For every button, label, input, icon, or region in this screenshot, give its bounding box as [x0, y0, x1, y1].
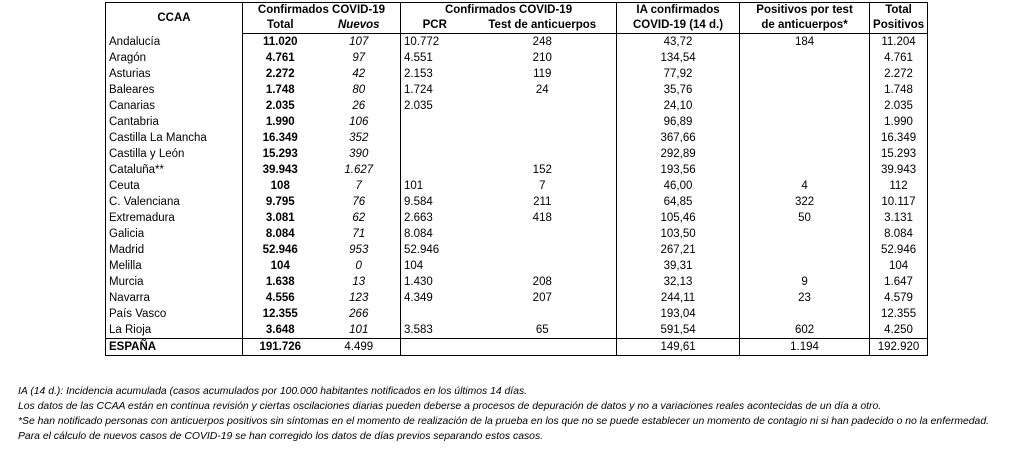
cell-total-pos: 11.204	[870, 34, 928, 51]
cell-positivos	[740, 82, 870, 98]
cell-pcr	[401, 162, 469, 178]
cell-nuevos: 7	[318, 178, 401, 194]
footnote-revision: Los datos de las CCAA están en continua revisión y ciertas oscilaciones diarias pueden deberse a procesos de depuración de datos y no a variaciones reales acontecidas de un día a otro.	[18, 401, 882, 412]
cell-ia: 292,89	[617, 146, 740, 162]
cell-pcr	[401, 306, 469, 322]
cell-positivos: 50	[740, 210, 870, 226]
cell-nuevos: 352	[318, 130, 401, 146]
cell-ccaa: Cataluña**	[106, 162, 243, 178]
cell-total: 2.272	[265, 68, 295, 80]
cell-positivos	[740, 50, 870, 66]
cell-nuevos: 107	[318, 34, 401, 51]
cell-ccaa: ESPAÑA	[106, 339, 243, 356]
header-nuevos: Nuevos	[318, 18, 401, 34]
cell-nuevos: 4.499	[318, 339, 401, 356]
cell-total-pos: 8.084	[870, 226, 928, 242]
table-row	[106, 274, 928, 290]
cell-ccaa: Aragón	[106, 50, 243, 66]
cell-total: 1.990	[265, 116, 295, 128]
header-confirmados-group-2: Confirmados COVID-19	[401, 3, 617, 19]
cell-positivos	[740, 226, 870, 242]
table-row	[106, 34, 928, 51]
cell-test: 119	[469, 66, 617, 82]
cell-test: 211	[469, 194, 617, 210]
cell-total-pos: 10.117	[870, 194, 928, 210]
cell-ccaa: C. Valenciana	[106, 194, 243, 210]
cell-nuevos: 62	[318, 210, 401, 226]
cell-ia: 103,50	[617, 226, 740, 242]
cell-test	[469, 306, 617, 322]
cell-ia: 149,61	[617, 339, 740, 356]
cell-ia: 24,10	[617, 98, 740, 114]
cell-positivos	[740, 258, 870, 274]
cell-test	[469, 242, 617, 258]
cell-ia: 591,54	[617, 322, 740, 339]
cell-pcr: 2.663	[404, 212, 433, 224]
cell-positivos	[740, 114, 870, 130]
cell-nuevos: 71	[318, 226, 401, 242]
total-row	[106, 339, 928, 356]
cell-total-pos: 12.355	[870, 306, 928, 322]
cell-pcr	[401, 130, 469, 146]
cell-total-pos: 2.035	[870, 98, 928, 114]
cell-positivos: 184	[740, 34, 870, 51]
table-row	[106, 306, 928, 322]
cell-test	[469, 258, 617, 274]
table-row	[106, 50, 928, 66]
cell-positivos	[740, 242, 870, 258]
cell-positivos: 602	[740, 322, 870, 339]
cell-pcr	[401, 146, 469, 162]
cell-positivos	[740, 146, 870, 162]
cell-total: 11.020	[262, 36, 298, 48]
cell-ccaa: Asturias	[106, 66, 243, 82]
cell-test: 208	[469, 274, 617, 290]
cell-nuevos: 1.627	[318, 162, 401, 178]
cell-positivos	[740, 98, 870, 114]
header-total-positivos-line1: Total	[870, 3, 928, 19]
cell-ia: 35,76	[617, 82, 740, 98]
cell-total-pos: 192.920	[870, 339, 928, 356]
cell-ccaa: Castilla La Mancha	[106, 130, 243, 146]
cell-total-pos: 2.272	[870, 66, 928, 82]
cell-total-pos: 4.579	[870, 290, 928, 306]
cell-ia: 43,72	[617, 34, 740, 51]
cell-total-pos: 112	[870, 178, 928, 194]
table-row	[106, 162, 928, 178]
header-ia-line1: IA confirmados	[617, 3, 740, 19]
cell-nuevos: 953	[318, 242, 401, 258]
cell-positivos	[740, 130, 870, 146]
cell-positivos: 322	[740, 194, 870, 210]
cell-pcr: 52.946	[404, 244, 440, 256]
table-row	[106, 82, 928, 98]
footnote-anticuerpos: *Se han notificado personas con anticuerpos positivos sin síntomas en el momento de realización de la prueba en los que no se puede establecer un momento de contagio ni si han padecido o no la enfermedad. Para el cálculo de nuevos casos de COVID-19 se han corregido los datos de días previos separando estos casos.	[18, 416, 989, 442]
header-pcr: PCR	[401, 18, 469, 34]
header-confirmados-group: Confirmados COVID-19	[243, 3, 401, 19]
cell-ia: 46,00	[617, 178, 740, 194]
cell-nuevos: 390	[318, 146, 401, 162]
header-ccaa: CCAA	[106, 3, 243, 34]
cell-total: 1.638	[265, 276, 295, 288]
cell-ia: 77,92	[617, 66, 740, 82]
cell-test	[469, 226, 617, 242]
cell-ccaa: Madrid	[106, 242, 243, 258]
cell-total: 12.355	[262, 308, 298, 320]
table-row	[106, 258, 928, 274]
table-row	[106, 242, 928, 258]
cell-pcr: 8.084	[404, 228, 433, 240]
cell-total: 9.795	[265, 196, 295, 208]
header-test-anticuerpos: Test de anticuerpos	[469, 18, 617, 34]
cell-nuevos: 106	[318, 114, 401, 130]
cell-pcr: 1.724	[404, 84, 433, 96]
cell-ia: 105,46	[617, 210, 740, 226]
cell-nuevos: 0	[318, 258, 401, 274]
cell-test	[469, 114, 617, 130]
cell-total-pos: 4.761	[870, 50, 928, 66]
cell-total: 104	[270, 260, 290, 272]
footnote-ia: IA (14 d.): Incidencia acumulada (casos acumulados por 100.000 habitantes notificados en los últimos 14 días.	[18, 386, 528, 397]
cell-total: 4.761	[265, 52, 295, 64]
cell-positivos: 9	[740, 274, 870, 290]
table-row	[106, 178, 928, 194]
header-total: Total	[243, 18, 318, 34]
cell-total: 3.081	[265, 212, 295, 224]
cell-total-pos: 52.946	[870, 242, 928, 258]
cell-total: 4.556	[265, 292, 295, 304]
header-positivos-line2: de anticuerpos*	[740, 18, 870, 34]
cell-total-pos: 3.131	[870, 210, 928, 226]
header-ia-line2: COVID-19 (14 d.)	[617, 18, 740, 34]
table-row	[106, 66, 928, 82]
table-row	[106, 210, 928, 226]
cell-total-pos: 39.943	[870, 162, 928, 178]
table-row	[106, 98, 928, 114]
cell-total-pos: 4.250	[870, 322, 928, 339]
cell-positivos: 1.194	[740, 339, 870, 356]
cell-test	[469, 339, 617, 356]
cell-total: 39.943	[262, 164, 298, 176]
cell-ccaa: Castilla y León	[106, 146, 243, 162]
cell-test: 210	[469, 50, 617, 66]
cell-total: 16.349	[262, 132, 298, 144]
cell-test	[469, 98, 617, 114]
cell-pcr: 4.349	[404, 292, 433, 304]
cell-ccaa: Murcia	[106, 274, 243, 290]
cell-pcr: 2.035	[404, 100, 433, 112]
cell-test: 248	[469, 34, 617, 51]
cell-ia: 32,13	[617, 274, 740, 290]
cell-test: 418	[469, 210, 617, 226]
cell-ccaa: Cantabria	[106, 114, 243, 130]
cell-total-pos: 16.349	[870, 130, 928, 146]
cell-total: 108	[270, 180, 290, 192]
cell-test: 152	[469, 162, 617, 178]
cell-total: 2.035	[265, 100, 295, 112]
cell-positivos: 23	[740, 290, 870, 306]
cell-positivos	[740, 66, 870, 82]
header-total-positivos-line2: Positivos	[870, 18, 928, 34]
cell-ccaa: Melilla	[106, 258, 243, 274]
cell-pcr	[401, 114, 469, 130]
cell-ia: 39,31	[617, 258, 740, 274]
cell-test	[469, 146, 617, 162]
cell-total-pos: 15.293	[870, 146, 928, 162]
cell-positivos	[740, 306, 870, 322]
cell-ccaa: Extremadura	[106, 210, 243, 226]
cell-nuevos: 76	[318, 194, 401, 210]
cell-total: 8.084	[265, 228, 295, 240]
cell-ccaa: Ceuta	[106, 178, 243, 194]
cell-ccaa: Canarias	[106, 98, 243, 114]
cell-pcr	[401, 339, 469, 356]
cell-pcr: 3.583	[404, 324, 433, 336]
cell-total: 191.726	[243, 339, 318, 356]
cell-test: 207	[469, 290, 617, 306]
cell-test	[469, 130, 617, 146]
table-row	[106, 194, 928, 210]
cell-pcr: 9.584	[404, 196, 433, 208]
cell-test: 24	[469, 82, 617, 98]
table-row	[106, 226, 928, 242]
cell-ia: 193,04	[617, 306, 740, 322]
header-row-1	[106, 3, 928, 19]
cell-nuevos: 26	[318, 98, 401, 114]
header-positivos-line1: Positivos por test	[740, 3, 870, 19]
table-row	[106, 114, 928, 130]
cell-ia: 96,89	[617, 114, 740, 130]
cell-ia: 64,85	[617, 194, 740, 210]
cell-ia: 267,21	[617, 242, 740, 258]
table-row	[106, 322, 928, 339]
table-body	[106, 34, 928, 356]
cell-ia: 367,66	[617, 130, 740, 146]
cell-nuevos: 13	[318, 274, 401, 290]
footnotes	[18, 384, 1008, 444]
cell-pcr: 4.551	[404, 52, 433, 64]
cell-ccaa: Andalucía	[106, 34, 243, 51]
cell-total: 3.648	[265, 324, 295, 336]
cell-nuevos: 80	[318, 82, 401, 98]
cell-pcr: 2.153	[404, 68, 433, 80]
cell-ia: 134,54	[617, 50, 740, 66]
cell-pcr: 10.772	[404, 36, 440, 48]
cell-ccaa: Galicia	[106, 226, 243, 242]
cell-nuevos: 101	[318, 322, 401, 339]
cell-pcr: 104	[404, 260, 424, 272]
table-row	[106, 146, 928, 162]
cell-pcr: 101	[404, 180, 424, 192]
cell-total-pos: 104	[870, 258, 928, 274]
cell-test: 65	[469, 322, 617, 339]
table-row	[106, 130, 928, 146]
cell-ccaa: Baleares	[106, 82, 243, 98]
cell-nuevos: 123	[318, 290, 401, 306]
table-row	[106, 290, 928, 306]
cell-ccaa: La Rioja	[106, 322, 243, 339]
cell-ia: 244,11	[617, 290, 740, 306]
cell-pcr: 1.430	[404, 276, 433, 288]
cell-total: 15.293	[262, 148, 298, 160]
cell-total-pos: 1.748	[870, 82, 928, 98]
cell-ia: 193,56	[617, 162, 740, 178]
cell-total-pos: 1.990	[870, 114, 928, 130]
cell-ccaa: País Vasco	[106, 306, 243, 322]
cell-nuevos: 97	[318, 50, 401, 66]
cell-ccaa: Navarra	[106, 290, 243, 306]
cell-total-pos: 1.647	[870, 274, 928, 290]
cell-positivos: 4	[740, 178, 870, 194]
covid-data-table	[105, 2, 928, 356]
cell-test: 7	[469, 178, 617, 194]
cell-total: 52.946	[262, 244, 298, 256]
cell-total: 1.748	[265, 84, 295, 96]
cell-nuevos: 266	[318, 306, 401, 322]
cell-positivos	[740, 162, 870, 178]
cell-nuevos: 42	[318, 66, 401, 82]
